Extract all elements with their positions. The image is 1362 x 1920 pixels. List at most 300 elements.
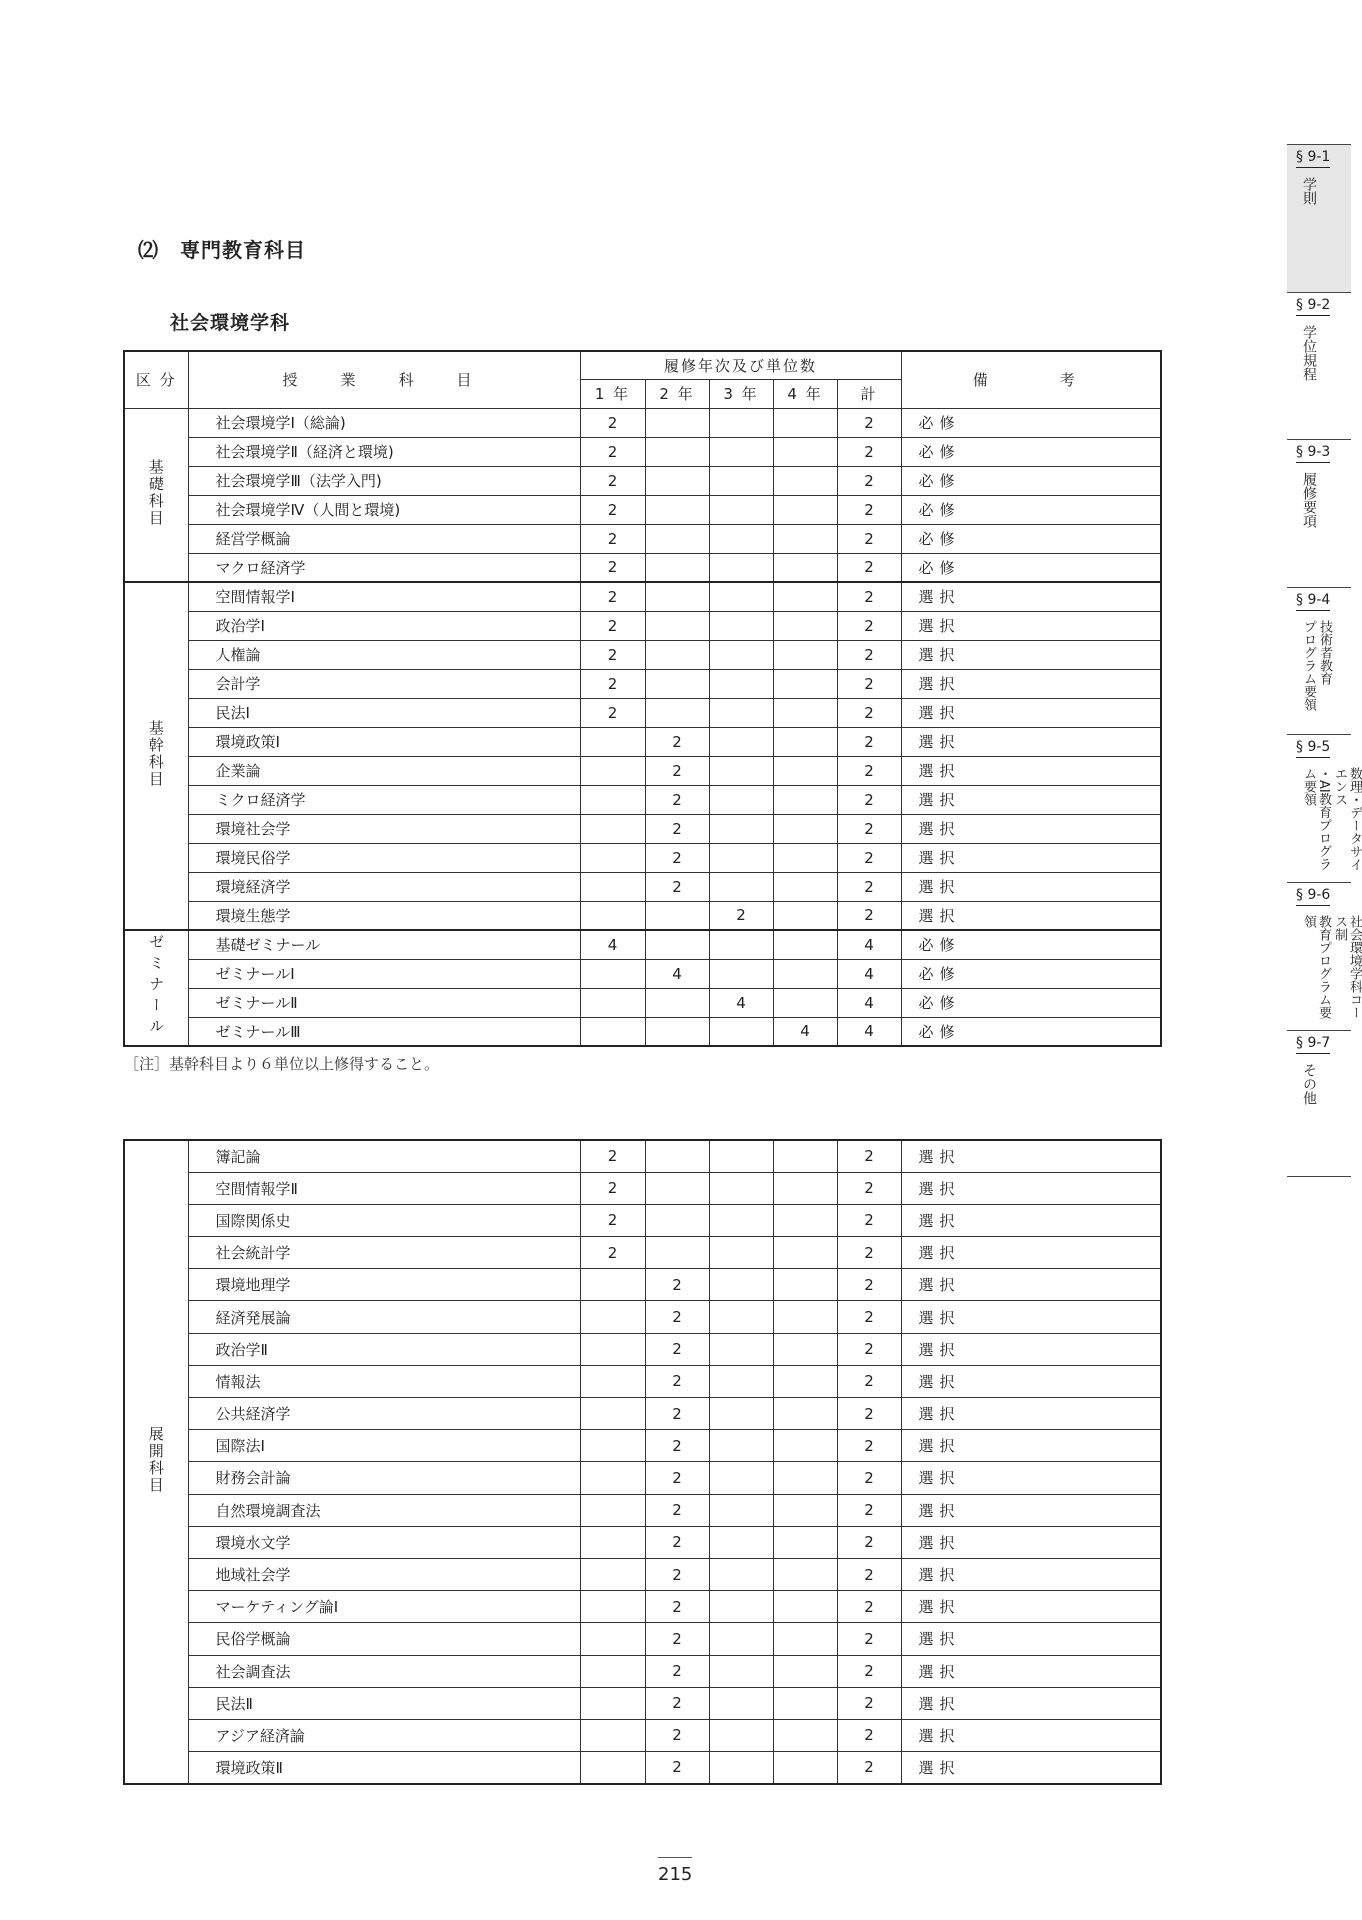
- side-tab-code: § 9-1: [1296, 149, 1330, 168]
- year4-cell: [773, 1204, 837, 1236]
- table-row: [124, 959, 1161, 988]
- side-tab-label: [1301, 325, 1316, 437]
- year1-cell: [580, 843, 645, 872]
- year1-cell: 2: [580, 408, 645, 437]
- remark-cell: 選択: [901, 640, 1161, 669]
- year1-cell: 2: [580, 553, 645, 582]
- curriculum-table-continued: [123, 1139, 1162, 1785]
- year4-cell: [773, 1623, 837, 1655]
- table-row: [124, 1017, 1161, 1046]
- header-years-units: 履修年次及び単位数: [580, 351, 901, 379]
- year4-cell: [773, 1591, 837, 1623]
- total-cell: 2: [837, 1719, 901, 1751]
- year2-cell: 2: [645, 1526, 709, 1558]
- total-cell: 4: [837, 1017, 901, 1046]
- year3-cell: [709, 872, 773, 901]
- year3-cell: [709, 727, 773, 756]
- year1-cell: [580, 785, 645, 814]
- year3-cell: [709, 1526, 773, 1558]
- year2-cell: [645, 466, 709, 495]
- year2-cell: 2: [645, 843, 709, 872]
- table-row: [124, 437, 1161, 466]
- year2-cell: [645, 930, 709, 959]
- total-cell: 2: [837, 843, 901, 872]
- subject-cell: 民法Ⅱ: [188, 1687, 580, 1719]
- year1-cell: [580, 1462, 645, 1494]
- year1-cell: [580, 1494, 645, 1526]
- year4-cell: [773, 1269, 837, 1301]
- table-note: ［注］基幹科目より６単位以上修得すること。: [124, 1055, 440, 1073]
- year3-cell: [709, 930, 773, 959]
- table-row: [124, 727, 1161, 756]
- year2-cell: 2: [645, 1558, 709, 1590]
- total-cell: 2: [837, 437, 901, 466]
- total-cell: 2: [837, 1526, 901, 1558]
- table-row: [124, 1655, 1161, 1687]
- side-tab-label-line: 数理・データサイエンス: [1332, 767, 1362, 872]
- year2-cell: 2: [645, 1365, 709, 1397]
- table-row: [124, 1494, 1161, 1526]
- year4-cell: [773, 1365, 837, 1397]
- year1-cell: [580, 814, 645, 843]
- year4-cell: [773, 582, 837, 611]
- remark-cell: 必修: [901, 408, 1161, 437]
- year1-cell: 4: [580, 930, 645, 959]
- year3-cell: [709, 1333, 773, 1365]
- year3-cell: [709, 495, 773, 524]
- year4-cell: [773, 495, 837, 524]
- total-cell: 2: [837, 1269, 901, 1301]
- side-tab-label: [1301, 177, 1316, 289]
- year2-cell: [645, 669, 709, 698]
- year4-cell: [773, 437, 837, 466]
- total-cell: 2: [837, 1591, 901, 1623]
- year1-cell: [580, 1655, 645, 1687]
- year1-cell: [580, 1623, 645, 1655]
- remark-cell: 選択: [901, 1430, 1161, 1462]
- year4-cell: [773, 930, 837, 959]
- total-cell: 2: [837, 1172, 901, 1204]
- subject-cell: 基礎ゼミナール: [188, 930, 580, 959]
- year1-cell: [580, 727, 645, 756]
- curriculum-table: [123, 350, 1162, 1047]
- side-tab[interactable]: [1287, 1030, 1351, 1178]
- table-row: [124, 1269, 1161, 1301]
- year2-cell: [645, 611, 709, 640]
- year1-cell: 2: [580, 466, 645, 495]
- year3-cell: [709, 1719, 773, 1751]
- total-cell: 2: [837, 1558, 901, 1590]
- table-row: [124, 408, 1161, 437]
- year1-cell: 2: [580, 582, 645, 611]
- remark-cell: 選択: [901, 1140, 1161, 1172]
- year2-cell: 2: [645, 1301, 709, 1333]
- year3-cell: [709, 1591, 773, 1623]
- year1-cell: [580, 1558, 645, 1590]
- table-row: [124, 1462, 1161, 1494]
- year3-cell: 2: [709, 901, 773, 930]
- side-tab[interactable]: [1287, 882, 1362, 1030]
- subject-cell: 環境民俗学: [188, 843, 580, 872]
- subject-cell: アジア経済論: [188, 1719, 580, 1751]
- year2-cell: [645, 553, 709, 582]
- year1-cell: [580, 1752, 645, 1784]
- side-tab-code: § 9-4: [1296, 592, 1330, 611]
- table-row: [124, 466, 1161, 495]
- remark-cell: 選択: [901, 1494, 1161, 1526]
- table-row: [124, 756, 1161, 785]
- year2-cell: [645, 698, 709, 727]
- year1-cell: [580, 756, 645, 785]
- side-tab-label-line: その他: [1301, 1062, 1317, 1105]
- table-row: [124, 582, 1161, 611]
- year3-cell: [709, 466, 773, 495]
- remark-cell: 必修: [901, 437, 1161, 466]
- remark-cell: 選択: [901, 727, 1161, 756]
- side-tab-label-line: 学則: [1301, 177, 1317, 205]
- year4-cell: [773, 1333, 837, 1365]
- subject-cell: 空間情報学Ⅱ: [188, 1172, 580, 1204]
- year2-cell: 2: [645, 1494, 709, 1526]
- year3-cell: [709, 756, 773, 785]
- year1-cell: 2: [580, 1237, 645, 1269]
- year3-cell: [709, 669, 773, 698]
- table-row: [124, 843, 1161, 872]
- remark-cell: 選択: [901, 785, 1161, 814]
- year4-cell: [773, 1719, 837, 1751]
- year1-cell: [580, 1301, 645, 1333]
- header-subject: 授 業 科 目: [188, 351, 580, 408]
- year2-cell: [645, 524, 709, 553]
- subject-cell: ミクロ経済学: [188, 785, 580, 814]
- subject-cell: 財務会計論: [188, 1462, 580, 1494]
- side-tab-code: § 9-3: [1296, 444, 1330, 463]
- year2-cell: 2: [645, 872, 709, 901]
- table-row: [124, 930, 1161, 959]
- year1-cell: [580, 872, 645, 901]
- remark-cell: 選択: [901, 611, 1161, 640]
- year2-cell: [645, 1017, 709, 1046]
- side-tab[interactable]: [1287, 734, 1362, 882]
- remark-cell: 選択: [901, 1204, 1161, 1236]
- total-cell: 2: [837, 1365, 901, 1397]
- year4-cell: [773, 466, 837, 495]
- total-cell: 2: [837, 553, 901, 582]
- subject-cell: 社会調査法: [188, 1655, 580, 1687]
- header-year3: 3 年: [709, 379, 773, 408]
- remark-cell: 選択: [901, 814, 1161, 843]
- total-cell: 4: [837, 930, 901, 959]
- remark-cell: 必修: [901, 930, 1161, 959]
- year4-cell: [773, 669, 837, 698]
- year1-cell: [580, 1430, 645, 1462]
- year3-cell: [709, 611, 773, 640]
- side-tab-label: [1301, 620, 1332, 732]
- total-cell: 2: [837, 640, 901, 669]
- year3-cell: [709, 553, 773, 582]
- remark-cell: 必修: [901, 959, 1161, 988]
- year3-cell: [709, 1655, 773, 1687]
- year2-cell: 2: [645, 727, 709, 756]
- remark-cell: 選択: [901, 1462, 1161, 1494]
- total-cell: 2: [837, 1752, 901, 1784]
- year1-cell: [580, 1719, 645, 1751]
- year1-cell: 2: [580, 1172, 645, 1204]
- year1-cell: 2: [580, 611, 645, 640]
- total-cell: 2: [837, 727, 901, 756]
- remark-cell: 選択: [901, 1237, 1161, 1269]
- year2-cell: 2: [645, 1462, 709, 1494]
- side-tab[interactable]: [1287, 587, 1351, 735]
- year3-cell: [709, 1462, 773, 1494]
- year1-cell: 2: [580, 669, 645, 698]
- subject-cell: 経営学概論: [188, 524, 580, 553]
- total-cell: 2: [837, 408, 901, 437]
- year3-cell: [709, 1301, 773, 1333]
- year3-cell: [709, 843, 773, 872]
- year3-cell: [709, 1017, 773, 1046]
- remark-cell: 選択: [901, 1558, 1161, 1590]
- table-row: [124, 1719, 1161, 1751]
- table-row: [124, 1140, 1161, 1172]
- table-row: [124, 1333, 1161, 1365]
- side-tab-label: [1301, 472, 1316, 584]
- table-row: [124, 872, 1161, 901]
- year4-cell: [773, 640, 837, 669]
- year2-cell: 2: [645, 1430, 709, 1462]
- total-cell: 2: [837, 1301, 901, 1333]
- year1-cell: 2: [580, 437, 645, 466]
- year2-cell: [645, 640, 709, 669]
- year4-cell: [773, 698, 837, 727]
- year3-cell: [709, 1687, 773, 1719]
- table-row: [124, 901, 1161, 930]
- side-tab[interactable]: [1287, 439, 1351, 587]
- side-tab[interactable]: [1287, 292, 1351, 440]
- subject-cell: 社会統計学: [188, 1237, 580, 1269]
- year3-cell: 4: [709, 988, 773, 1017]
- year4-cell: [773, 1558, 837, 1590]
- remark-cell: 選択: [901, 1301, 1161, 1333]
- year2-cell: 2: [645, 1752, 709, 1784]
- table-row: [124, 1752, 1161, 1784]
- remark-cell: 必修: [901, 495, 1161, 524]
- year2-cell: 2: [645, 756, 709, 785]
- table-row: [124, 495, 1161, 524]
- category-label: 展開科目: [146, 1425, 165, 1494]
- total-cell: 2: [837, 1430, 901, 1462]
- year3-cell: [709, 1140, 773, 1172]
- year2-cell: 2: [645, 1719, 709, 1751]
- year2-cell: 2: [645, 1398, 709, 1430]
- year4-cell: [773, 553, 837, 582]
- subject-cell: マーケティング論Ⅰ: [188, 1591, 580, 1623]
- remark-cell: 必修: [901, 1017, 1161, 1046]
- category-label: 基礎科目: [146, 458, 165, 527]
- table-row: [124, 1398, 1161, 1430]
- remark-cell: 選択: [901, 698, 1161, 727]
- subject-cell: 環境生態学: [188, 901, 580, 930]
- subject-cell: 地域社会学: [188, 1558, 580, 1590]
- header-year2: 2 年: [645, 379, 709, 408]
- total-cell: 4: [837, 988, 901, 1017]
- remark-cell: 選択: [901, 1172, 1161, 1204]
- total-cell: 2: [837, 1398, 901, 1430]
- subject-cell: 国際法Ⅰ: [188, 1430, 580, 1462]
- table-row: [124, 553, 1161, 582]
- total-cell: 2: [837, 1333, 901, 1365]
- subject-cell: 環境水文学: [188, 1526, 580, 1558]
- year4-cell: [773, 727, 837, 756]
- subject-cell: 民俗学概論: [188, 1623, 580, 1655]
- year4-cell: [773, 901, 837, 930]
- year4-cell: [773, 756, 837, 785]
- year3-cell: [709, 785, 773, 814]
- side-tab-code: § 9-2: [1296, 297, 1330, 316]
- year1-cell: 2: [580, 495, 645, 524]
- page-number: 215: [658, 1857, 692, 1885]
- total-cell: 2: [837, 901, 901, 930]
- year3-cell: [709, 1752, 773, 1784]
- remark-cell: 選択: [901, 1687, 1161, 1719]
- year1-cell: [580, 1269, 645, 1301]
- year4-cell: [773, 408, 837, 437]
- category-label: ゼミナール: [147, 933, 166, 1039]
- year4-cell: [773, 959, 837, 988]
- side-tab-label: [1301, 1063, 1316, 1175]
- subject-cell: 社会環境学Ⅱ（経済と環境): [188, 437, 580, 466]
- side-tab-label-line: 社会環境学科コース制: [1332, 914, 1362, 1019]
- year2-cell: 2: [645, 1655, 709, 1687]
- year1-cell: 2: [580, 1140, 645, 1172]
- remark-cell: 必修: [901, 466, 1161, 495]
- subject-cell: ゼミナールⅠ: [188, 959, 580, 988]
- subject-cell: 環境社会学: [188, 814, 580, 843]
- year4-cell: [773, 1398, 837, 1430]
- total-cell: 2: [837, 1204, 901, 1236]
- subject-cell: 情報法: [188, 1365, 580, 1397]
- side-tab-label: [1301, 915, 1362, 1027]
- year3-cell: [709, 1269, 773, 1301]
- year3-cell: [709, 1237, 773, 1269]
- side-tab-code: § 9-5: [1296, 739, 1330, 758]
- total-cell: 2: [837, 814, 901, 843]
- subject-cell: 自然環境調査法: [188, 1494, 580, 1526]
- year2-cell: [645, 408, 709, 437]
- year2-cell: 2: [645, 1591, 709, 1623]
- year4-cell: [773, 1462, 837, 1494]
- subject-cell: 社会環境学Ⅳ（人間と環境): [188, 495, 580, 524]
- total-cell: 4: [837, 959, 901, 988]
- total-cell: 2: [837, 1623, 901, 1655]
- remark-cell: 必修: [901, 988, 1161, 1017]
- year3-cell: [709, 582, 773, 611]
- year3-cell: [709, 640, 773, 669]
- subject-cell: 国際関係史: [188, 1204, 580, 1236]
- remark-cell: 選択: [901, 582, 1161, 611]
- year1-cell: [580, 988, 645, 1017]
- remark-cell: 選択: [901, 1591, 1161, 1623]
- header-remarks: 備 考: [901, 351, 1161, 408]
- table-row: [124, 814, 1161, 843]
- year1-cell: [580, 1526, 645, 1558]
- year2-cell: [645, 1172, 709, 1204]
- year2-cell: 2: [645, 1333, 709, 1365]
- table-row: [124, 1204, 1161, 1236]
- year4-cell: [773, 1655, 837, 1687]
- year4-cell: [773, 1301, 837, 1333]
- subject-cell: 政治学Ⅱ: [188, 1333, 580, 1365]
- year1-cell: [580, 1398, 645, 1430]
- total-cell: 2: [837, 872, 901, 901]
- year3-cell: [709, 1430, 773, 1462]
- total-cell: 2: [837, 785, 901, 814]
- total-cell: 2: [837, 1140, 901, 1172]
- year4-cell: [773, 1140, 837, 1172]
- year4-cell: [773, 1752, 837, 1784]
- table-row: [124, 785, 1161, 814]
- category-cell: [124, 930, 188, 1046]
- table-row: [124, 1172, 1161, 1204]
- side-tab[interactable]: [1287, 144, 1351, 292]
- year4-cell: [773, 1526, 837, 1558]
- year1-cell: [580, 1365, 645, 1397]
- table-row: [124, 524, 1161, 553]
- year4-cell: [773, 814, 837, 843]
- year4-cell: [773, 1687, 837, 1719]
- subject-cell: 企業論: [188, 756, 580, 785]
- year2-cell: [645, 582, 709, 611]
- year4-cell: [773, 1494, 837, 1526]
- remark-cell: 選択: [901, 669, 1161, 698]
- subject-cell: 環境政策Ⅰ: [188, 727, 580, 756]
- subject-cell: ゼミナールⅡ: [188, 988, 580, 1017]
- year2-cell: 2: [645, 1269, 709, 1301]
- year3-cell: [709, 437, 773, 466]
- table-row: [124, 1365, 1161, 1397]
- remark-cell: 選択: [901, 1719, 1161, 1751]
- total-cell: 2: [837, 1655, 901, 1687]
- subject-cell: 社会環境学Ⅲ（法学入門): [188, 466, 580, 495]
- category-cell: [124, 408, 188, 582]
- year4-cell: [773, 872, 837, 901]
- year3-cell: [709, 1558, 773, 1590]
- remark-cell: 選択: [901, 1365, 1161, 1397]
- subject-cell: マクロ経済学: [188, 553, 580, 582]
- year2-cell: [645, 1140, 709, 1172]
- year4-cell: [773, 988, 837, 1017]
- total-cell: 2: [837, 611, 901, 640]
- year2-cell: 2: [645, 785, 709, 814]
- remark-cell: 必修: [901, 553, 1161, 582]
- year2-cell: 2: [645, 1687, 709, 1719]
- year1-cell: [580, 1687, 645, 1719]
- category-cell: [124, 582, 188, 930]
- year2-cell: 4: [645, 959, 709, 988]
- table-row: [124, 1237, 1161, 1269]
- remark-cell: 選択: [901, 1398, 1161, 1430]
- header-year4: 4 年: [773, 379, 837, 408]
- remark-cell: 選択: [901, 1333, 1161, 1365]
- total-cell: 2: [837, 698, 901, 727]
- year1-cell: 2: [580, 1204, 645, 1236]
- header-year1: 1 年: [580, 379, 645, 408]
- subject-cell: 社会環境学Ⅰ（総論): [188, 408, 580, 437]
- year2-cell: 2: [645, 1623, 709, 1655]
- table-row: [124, 1591, 1161, 1623]
- year2-cell: [645, 437, 709, 466]
- total-cell: 2: [837, 495, 901, 524]
